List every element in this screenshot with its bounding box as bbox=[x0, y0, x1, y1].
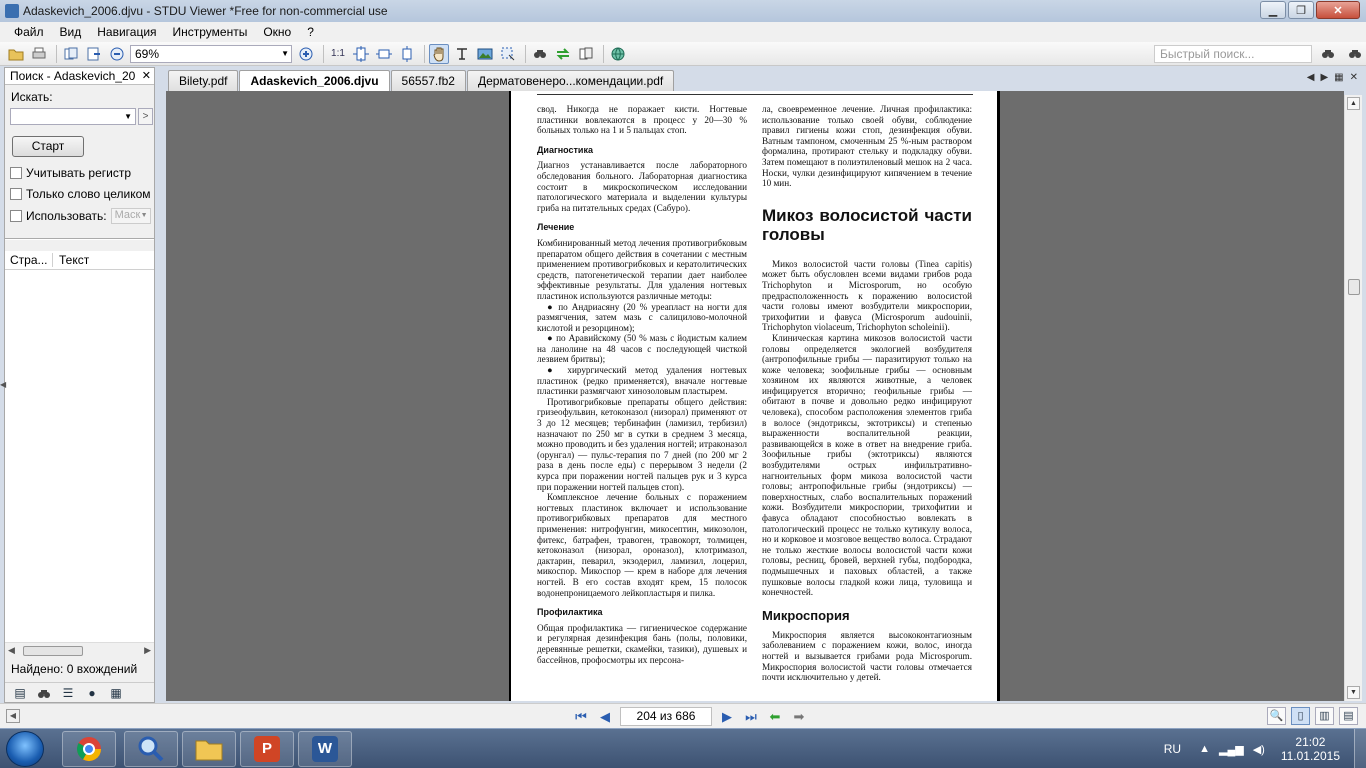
quick-search-prev-icon[interactable] bbox=[1318, 44, 1338, 64]
panel-tabs bbox=[5, 682, 154, 702]
use-label: Использовать: bbox=[26, 209, 107, 223]
scroll-thumb[interactable] bbox=[1348, 279, 1360, 295]
start-button[interactable]: Старт bbox=[12, 136, 84, 157]
section-heading: Лечение bbox=[537, 222, 575, 233]
show-desktop-button[interactable] bbox=[1354, 729, 1366, 768]
toolbar-separator bbox=[323, 45, 324, 63]
navigation-bar bbox=[0, 703, 1366, 728]
taskbar-powerpoint[interactable] bbox=[240, 731, 294, 767]
zoom-select[interactable] bbox=[130, 45, 292, 63]
chrome-icon bbox=[75, 735, 103, 763]
zoom-in-icon[interactable] bbox=[296, 44, 316, 64]
search-panel bbox=[4, 67, 155, 703]
use-option[interactable] bbox=[10, 208, 151, 224]
section-heading: Профилактика bbox=[537, 607, 603, 618]
document-page bbox=[509, 91, 1000, 701]
page-left-column bbox=[537, 104, 747, 683]
window-title: Adaskevich_2006.djvu - STDU Viewer *Free for non-commercial use bbox=[23, 4, 388, 18]
search-go-button[interactable]: > bbox=[138, 108, 153, 125]
tab-next-icon[interactable]: ▶ bbox=[1320, 72, 1329, 83]
use-checkbox[interactable] bbox=[10, 210, 22, 222]
heading-tinea-capitis: Микоз волосистой части головы bbox=[762, 205, 972, 244]
heading-microsporia: Микроспория bbox=[762, 607, 850, 623]
tab-bilety[interactable]: Bilety.pdf bbox=[168, 70, 238, 91]
back-icon[interactable]: ⬅ bbox=[769, 708, 781, 724]
toolbar-separator bbox=[424, 45, 425, 63]
forward-icon[interactable]: ➡ bbox=[793, 708, 805, 724]
pages-icon[interactable] bbox=[576, 44, 596, 64]
paragraph: Клиническая картина микозов волосистой части головы определяется экологией возбудителя (антропофильные грибы — паразитируют только на коже человека; зоофильные грибы — основным хозяином их являются животные, а человек инфицируется вторично; геофильные грибы — обитают в почве и довольно редко инфицируют человека), способом расположения элементов гриба в волосе (эндотриксы, эктотриксы) и степенью выраженности воспалительной реакции, развивающейся в коже в ответ на внедрение гриба. Зоофильные грибы (эктотриксы) являются возбудителями острых инфильтративно-нагноительных форм микоза волосистой части головы; антропофильные грибы (эндотриксы) — поверхностных, слабо воспалительных поражений кожи. Возбудители микроспории, трихофитии и фавуса обладают способностью вовлекать в патологический процесс не только кутикулу волоса, но и корковое и мозговое вещество волоса. Страдают не только жесткие волосы волосистой части кожи головы, ресниц, бровей, верхней губы, подбородка, подмышечных и паховых областей, а также пушковые волосы гладкой кожи лица, туловища и конечностей. bbox=[762, 332, 972, 598]
use-select[interactable] bbox=[111, 208, 151, 224]
clock[interactable] bbox=[1281, 735, 1340, 763]
collapse-panel-icon[interactable]: ◀ bbox=[0, 380, 7, 389]
menu-file[interactable]: Файл bbox=[14, 25, 44, 39]
last-page-icon[interactable]: ⏭ bbox=[745, 708, 757, 724]
taskbar bbox=[0, 728, 1366, 768]
menu-view[interactable]: Вид bbox=[59, 25, 82, 39]
tab-adaskevich[interactable]: Adaskevich_2006.djvu bbox=[239, 70, 389, 91]
section-heading: Диагностика bbox=[537, 144, 593, 155]
search-tab-icon[interactable] bbox=[35, 685, 53, 701]
search-input[interactable] bbox=[10, 108, 136, 125]
match-case-option[interactable] bbox=[10, 166, 131, 180]
menu-navigation[interactable]: Навигация bbox=[97, 25, 157, 39]
app-icon bbox=[5, 4, 19, 18]
results-list[interactable] bbox=[5, 270, 154, 642]
column-page-header[interactable]: Стра... bbox=[5, 253, 53, 267]
paragraph: Общая профилактика — гигиеническое содержание и регулярная дезинфекция бань (полы, половики, деревянные решетки, скамейки, тазики), душевых и бассейнов, профосмотры их персона- bbox=[537, 622, 747, 665]
fit-page-icon[interactable] bbox=[351, 44, 371, 64]
zoom-value: 69% bbox=[135, 46, 160, 61]
page-number-field[interactable]: 204 из 686 bbox=[620, 707, 712, 726]
next-page-icon[interactable]: ▶ bbox=[722, 708, 732, 724]
close-panel-icon[interactable]: ✕ bbox=[141, 70, 151, 82]
search-panel-tab[interactable] bbox=[5, 68, 154, 85]
hand-tool-icon[interactable] bbox=[429, 44, 449, 64]
fit-width-icon[interactable] bbox=[374, 44, 394, 64]
clock-date: 11.01.2015 bbox=[1280, 749, 1340, 763]
paragraph: ла, своевременное лечение. Личная профилактика: использование только своей обуви, соблюдение правил гигиены кожи стоп, дезинфекция обуви. Ватным тампоном, смоченным 25 %-ным раствором формалина, протирают стельку и подкладку обуви. Затем помещают в полиэтиленовый мешок на 2 часа. Носки, чулки дезинфицируют кипячением в течение 10 мин. bbox=[762, 104, 972, 189]
volume-icon[interactable]: ◀) bbox=[1252, 743, 1265, 756]
menu-tools[interactable]: Инструменты bbox=[172, 25, 248, 39]
actual-size-button[interactable]: 1:1 bbox=[331, 48, 345, 59]
system-tray bbox=[1164, 729, 1366, 768]
quick-search-next-icon[interactable] bbox=[1345, 44, 1365, 64]
bookmarks-tab-icon[interactable]: ▦ bbox=[110, 685, 122, 700]
paragraph: Противогрибковые препараты общего действия: гризеофульвин, кетоконазол (низорал) применяют от 3 до 12 месяцев; тербинафин (ламизил, тербизил) назначают по 250 мг в сутки в среднем 3 месяца, можно проводить и без удаления ногтей; итраконазол (орунгал) — пульс-терапия по 7 дней (по 200 мг 2 раза в день после еды) с перерывом 3 недели (2 курса при поражении ногтей пальцев рук и 3 курса при поражении ногтей пальцев стоп). bbox=[537, 396, 747, 492]
found-count: Найдено: 0 вхождений bbox=[11, 662, 138, 676]
paragraph: Комбинированный метод лечения противогрибковым препаратом общего действия в сочетании с местным применением противогрибковых и кератолитических средств, патогенетической терапии дает наиболее эффективные результаты. Для удаления ногтевых пластинок используются различные методы: bbox=[537, 237, 747, 301]
page-top-rule bbox=[537, 94, 973, 95]
document-vertical-scrollbar[interactable] bbox=[1344, 95, 1362, 701]
outline-tab-icon[interactable]: ☰ bbox=[62, 685, 74, 700]
toolbar-separator bbox=[56, 45, 57, 63]
folder-icon bbox=[194, 736, 224, 762]
start-button-icon[interactable] bbox=[6, 731, 44, 767]
taskbar-word[interactable] bbox=[298, 731, 352, 767]
paragraph: ● хирургический метод удаления ногтевых пластинок (редко применяется), вначале ногтевые пластинки размягчают хинозоловым пластырем. bbox=[537, 365, 747, 397]
paragraph: Диагноз устанавливается после лабораторного обследования больного. Лабораторная диагностика состоит в микроскопическом исследовании патологического материала и выделении культуры гриба на питательных средах (Сабуро). bbox=[537, 160, 747, 213]
tab-dermatovenero[interactable]: Дерматовенеро...комендации.pdf bbox=[467, 70, 674, 91]
search-label: Искать: bbox=[11, 90, 53, 104]
prev-page-icon[interactable]: ◀ bbox=[600, 708, 610, 724]
print-icon[interactable] bbox=[29, 44, 49, 64]
search-panel-title: Поиск - Adaskevich_20 bbox=[10, 69, 136, 83]
thumbnails-tab-icon[interactable]: ▤ bbox=[14, 685, 26, 700]
paragraph: ● по Андриасяну (20 % уреапласт на ногти для размягчения, затем мазь с салицилово-молочной кислотой и резорцином); bbox=[537, 301, 747, 333]
paragraph: ● по Аравийскому (50 % мазь с йодистым калием на ланолине на 48 часов с последующей чисткой лезвием бритвы); bbox=[537, 333, 747, 365]
paragraph: Микроспория является высококонтагиозным заболеванием с поражением кожи, волос, иногда ногтей и вызывается грибами рода Microsporum. Микроспория волосистой части головы отмечается почти исключительно у детей. bbox=[762, 629, 972, 683]
toolbar-separator bbox=[525, 45, 526, 63]
magnifier-app-icon bbox=[137, 735, 165, 763]
first-page-icon[interactable]: ⏮ bbox=[575, 708, 587, 724]
maximize-button[interactable]: ❐ bbox=[1288, 1, 1314, 19]
match-case-label: Учитывать регистр bbox=[26, 166, 132, 180]
title-bar bbox=[0, 0, 1366, 22]
quick-search-input[interactable]: Быстрый поиск... bbox=[1154, 45, 1312, 63]
tab-prev-icon[interactable]: ◀ bbox=[1306, 72, 1315, 83]
chevron-down-icon[interactable]: ▼ bbox=[124, 112, 132, 121]
menu-bar bbox=[0, 22, 1366, 42]
tray-expand-icon[interactable]: ▲ bbox=[1199, 742, 1210, 755]
menu-window[interactable]: Окно bbox=[263, 25, 292, 39]
tab-close-icon[interactable]: ✕ bbox=[1349, 72, 1358, 83]
word-icon: W bbox=[312, 736, 338, 762]
snapshot-icon[interactable] bbox=[475, 44, 495, 64]
minimize-button[interactable]: ▁ bbox=[1260, 1, 1286, 19]
panel-divider[interactable] bbox=[5, 238, 154, 240]
match-case-checkbox[interactable] bbox=[10, 167, 22, 179]
close-button[interactable]: ✕ bbox=[1316, 1, 1360, 19]
document-view[interactable] bbox=[166, 91, 1344, 701]
results-header bbox=[5, 251, 154, 270]
scroll-right-icon[interactable]: ▶ bbox=[144, 645, 151, 655]
two-page-view-icon[interactable]: ▥ bbox=[1315, 707, 1334, 725]
taskbar-chrome[interactable] bbox=[62, 731, 116, 767]
chevron-down-icon: ▼ bbox=[140, 212, 148, 219]
zoom-out-icon[interactable] bbox=[107, 44, 127, 64]
column-text-header[interactable]: Текст bbox=[59, 253, 90, 267]
scroll-up-icon[interactable]: ▲ bbox=[1347, 97, 1360, 110]
use-select-value: Маск bbox=[114, 209, 141, 221]
paragraph: Комплексное лечение больных с поражением ногтевых пластинок включает и использование противогрибковых препаратов для местного применения: нитрофунгин, микосептин, микозолон, фитекс, батрафен, травоген, травокорт, толмицен, кетоконазол (низорал, ороназол), клотримазол, дактарин, певарил, экзодерил, ламизил, лоцерил, микоспор. Микоспор — крем в наборе для лечения ногтей. В его состав входят крем, 15 полосок водонепроницаемого лейкопластыря и пилка. bbox=[537, 492, 747, 598]
tab-navigation bbox=[1307, 72, 1358, 83]
whole-word-option[interactable] bbox=[10, 187, 151, 201]
clock-time: 21:02 bbox=[1295, 735, 1326, 749]
scroll-thumb[interactable] bbox=[23, 646, 83, 656]
page-right-column bbox=[762, 104, 972, 683]
paragraph: свод. Никогда не поражает кисти. Ногтевые пластинки вовлекаются в процесс у 20—30 % больных только на 1 и 5 пальцах стоп. bbox=[537, 104, 747, 136]
toolbar-separator bbox=[603, 45, 604, 63]
whole-word-checkbox[interactable] bbox=[10, 188, 22, 200]
tab-list-icon[interactable]: ▦ bbox=[1334, 72, 1344, 83]
magnifier-icon[interactable]: 🔍 bbox=[1267, 707, 1286, 725]
scroll-down-icon[interactable]: ▼ bbox=[1347, 686, 1360, 699]
single-page-view-icon[interactable]: ▯ bbox=[1291, 707, 1310, 725]
nav-scroll-left-icon[interactable]: ◀ bbox=[6, 709, 20, 723]
swap-icon[interactable] bbox=[553, 44, 573, 64]
copy-page-icon[interactable] bbox=[61, 44, 81, 64]
network-icon[interactable]: ▂▄▆ bbox=[1218, 743, 1244, 756]
open-folder-icon[interactable] bbox=[6, 44, 26, 64]
powerpoint-icon: P bbox=[254, 736, 280, 762]
document-tabs bbox=[168, 70, 1366, 91]
menu-help[interactable]: ? bbox=[307, 25, 314, 39]
text-select-icon[interactable] bbox=[452, 44, 472, 64]
language-indicator[interactable]: RU bbox=[1163, 742, 1182, 756]
user-tab-icon[interactable]: ● bbox=[88, 685, 96, 700]
continuous-view-icon[interactable]: ▤ bbox=[1339, 707, 1358, 725]
results-horizontal-scrollbar[interactable] bbox=[5, 642, 154, 658]
tab-56557[interactable]: 56557.fb2 bbox=[391, 70, 466, 91]
globe-icon[interactable] bbox=[608, 44, 628, 64]
find-icon[interactable] bbox=[530, 44, 550, 64]
paragraph: Микоз волосистой части головы (Tinea capitis) может быть обусловлен всеми видами грибов рода Trichophyton и Microsporum, но особую предрасположенность к поражению волосистой части головы имеют возбудители микроспории, трихофитии и фавуса (Microsporum audouinii, Trichophyton violaceum, Trichophyton scholeinii). bbox=[762, 258, 972, 333]
scroll-left-icon[interactable]: ◀ bbox=[8, 645, 15, 655]
fit-height-icon[interactable] bbox=[397, 44, 417, 64]
export-icon[interactable] bbox=[84, 44, 104, 64]
taskbar-explorer[interactable] bbox=[182, 731, 236, 767]
taskbar-stdu-viewer[interactable] bbox=[124, 731, 178, 767]
chevron-down-icon: ▼ bbox=[281, 48, 289, 58]
whole-word-label: Только слово целиком bbox=[26, 187, 151, 201]
select-area-icon[interactable] bbox=[498, 44, 518, 64]
